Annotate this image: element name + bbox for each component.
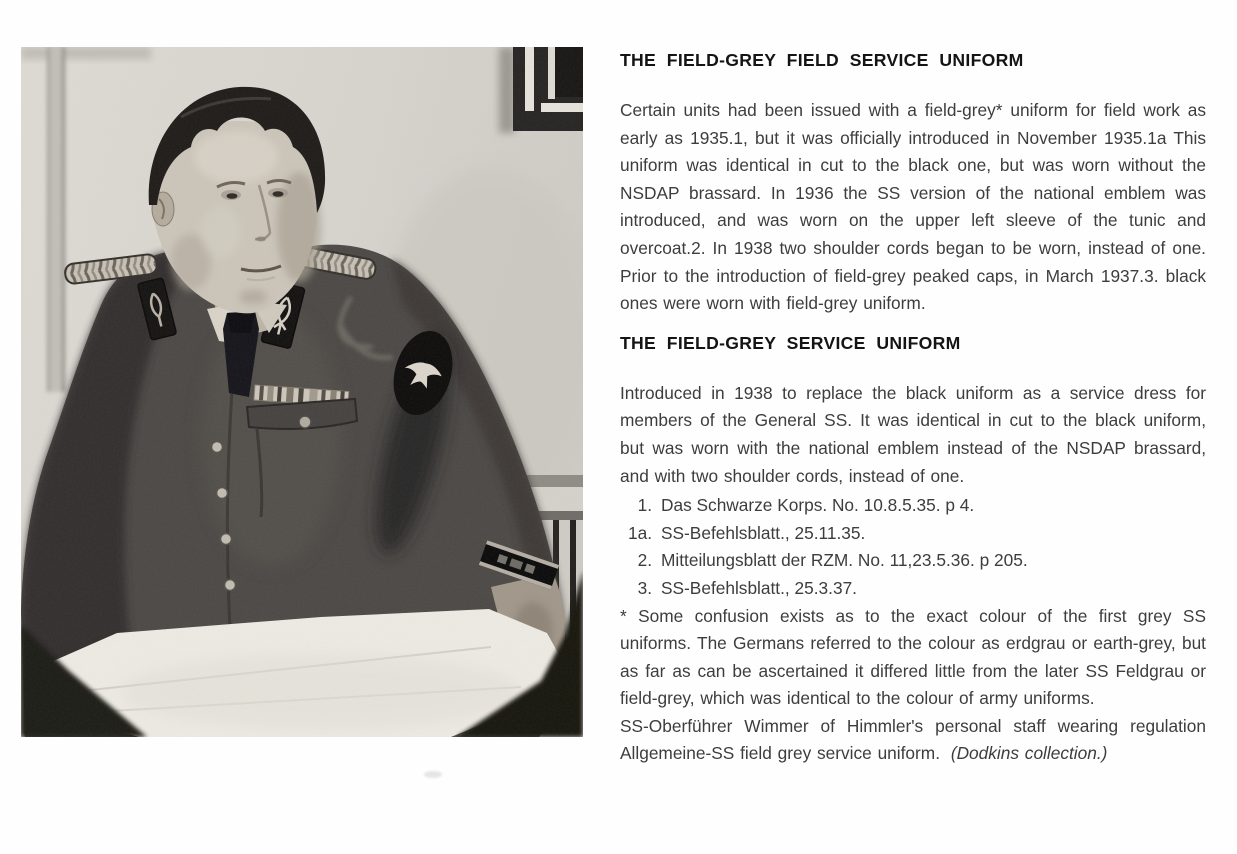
section-body-2: Introduced in 1938 to replace the black uniform as a service dress for members of the General SS. It was identical in cut to the black uniform, but was worn with the national emblem instead of the NSDAP brassard, and with two shoulder cords, instead of one.	[620, 382, 1206, 486]
footnote-list	[620, 492, 1206, 602]
section-heading-2: THE FIELD-GREY SERVICE UNIFORM	[620, 332, 961, 353]
footnote-text: Das Schwarze Korps. No. 10.8.5.35. p 4.	[661, 495, 975, 516]
footnote-item	[620, 547, 1206, 575]
section-heading-1: THE FIELD-GREY FIELD SERVICE UNIFORM	[620, 50, 1024, 70]
section-service-uniform	[620, 332, 1206, 490]
asterisk-note: * Some confusion exists as to the exact colour of the first grey SS uniforms. The Germans referred to the colour as erdgrau or earth-grey, but as far as can be ascertained it differed little from the later SS Feldgrau or field-grey, which was identical to the colour of army uniforms.	[620, 605, 1206, 709]
portrait-photo	[21, 47, 583, 737]
footnote-number: 1a.	[627, 522, 652, 543]
footnote-number: 3.	[637, 577, 652, 598]
film-grain	[21, 47, 583, 737]
footnote-item	[620, 492, 1206, 520]
footnote-number: 1.	[637, 495, 652, 516]
footnote-text: SS-Befehlsblatt., 25.3.37.	[661, 577, 857, 598]
text-column	[620, 49, 1206, 768]
photo-caption	[620, 713, 1206, 768]
section-body-1: Certain units had been issued with a field-grey* uniform for field work as early as 1935.1, but it was officially introduced in November 1935.1a This uniform was identical in cut to the black one, but was worn without the NSDAP brassard. In 1936 the SS version of the national emblem was introduced, and was worn on the upper left sleeve of the tunic and overcoat.2. In 1938 two shoulder cords began to be worn, instead of one. Prior to the introduction of field-grey peaked caps, in March 1937.3. black ones were worn with field-grey uniform.	[620, 100, 1206, 314]
scan-artifact	[424, 771, 442, 778]
footnote-text: Mitteilungsblatt der RZM. No. 11,23.5.36. p 205.	[661, 550, 1028, 571]
section-field-service-uniform	[620, 49, 1206, 318]
portrait-photo-image	[21, 47, 583, 737]
footnote-item	[620, 520, 1206, 548]
footnote-item	[620, 575, 1206, 603]
caption-text: SS-Oberführer Wimmer of Himmler's personal staff wearing regulation Allgemeine-SS field grey service uniform.	[620, 715, 1206, 764]
footnote-text: SS-Befehlsblatt., 25.11.35.	[661, 522, 866, 543]
footnote-number: 2.	[637, 550, 652, 571]
caption-credit: (Dodkins collection.)	[950, 743, 1108, 764]
